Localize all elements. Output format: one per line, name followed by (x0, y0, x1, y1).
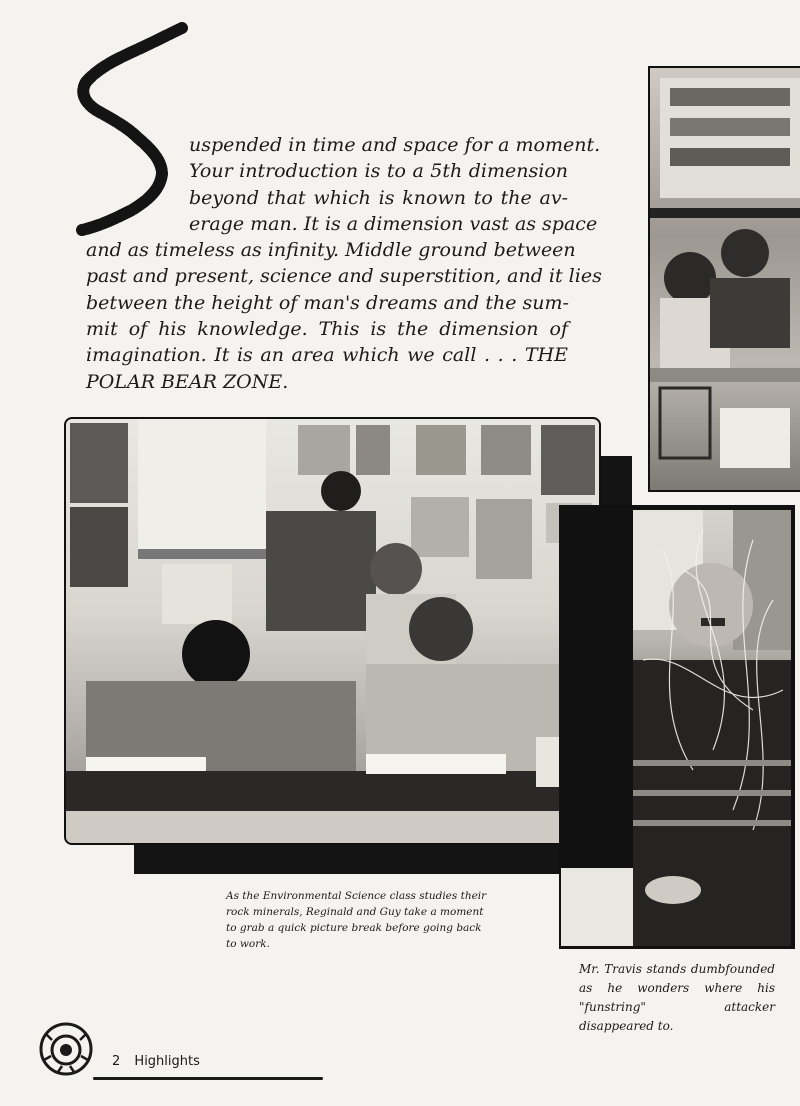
page-footer (112, 1054, 200, 1069)
intro-line: and as timeless as infinity. Middle ground between (86, 239, 576, 262)
intro-line: beyond that which is known to the av- (189, 186, 568, 209)
intro-line: imagination. It is an area which we call . . . THE (86, 344, 568, 367)
mr-travis-photo (633, 510, 791, 946)
polar-bear-emblem-icon (36, 1020, 96, 1078)
photo-frame-gap (561, 868, 633, 946)
intro-line: uspended in time and space for a moment. (189, 134, 601, 156)
intro-line: mit of his knowledge. This is the dimension of (86, 318, 568, 341)
intro-paragraph (86, 132, 602, 395)
classroom-children-photo (650, 68, 800, 490)
main-photo-caption: As the Environmental Science class studies their rock minerals, Reginald and Guy take a moment to grab a quick picture break before going back to work. (226, 890, 487, 950)
intro-line: past and present, science and superstition, and it lies (86, 265, 602, 288)
intro-line: POLAR BEAR ZONE. (86, 370, 289, 393)
intro-line: Your introduction is to a 5th dimension (189, 160, 568, 183)
footer-rule (93, 1077, 323, 1080)
section-title: Highlights (134, 1054, 200, 1069)
intro-line: erage man. It is a dimension vast as space (189, 212, 598, 235)
intro-line: between the height of man's dreams and the sum- (86, 291, 569, 314)
page-number: 2 (112, 1054, 121, 1069)
right-photo-caption: Mr. Travis stands dumbfounded as he wonders where his "funstring" attacker disappeared to. (579, 962, 775, 1033)
environmental-science-class-photo (64, 417, 601, 845)
